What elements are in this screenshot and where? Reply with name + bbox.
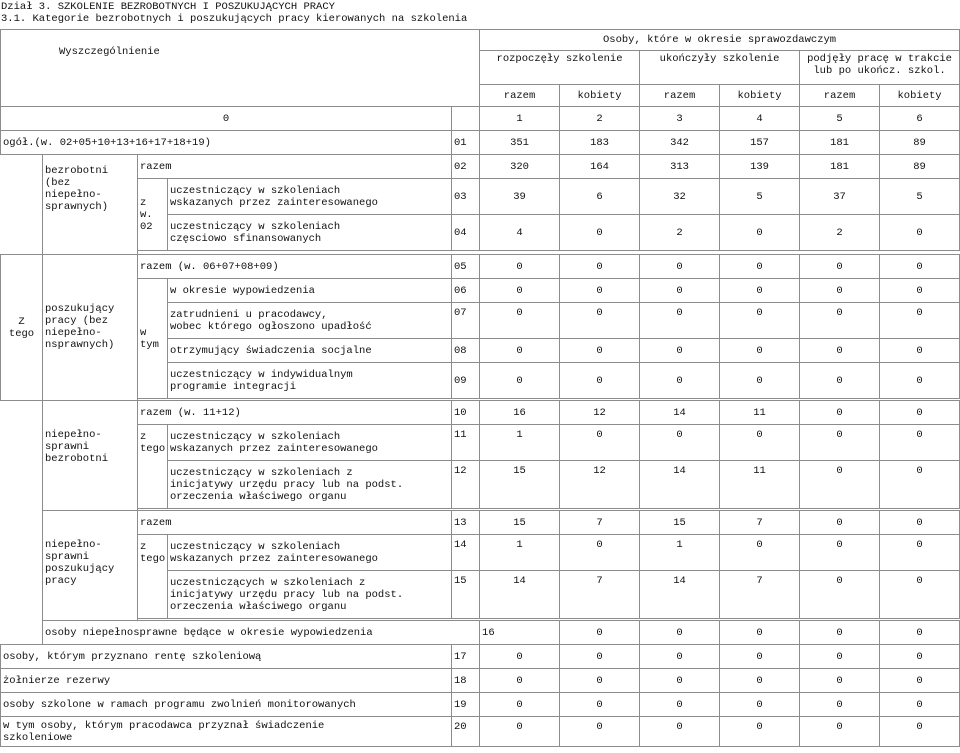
row-number: 18 [452, 669, 480, 693]
value-cell: 157 [720, 131, 800, 155]
value-cell: 0 [880, 571, 960, 619]
row-label: uczestniczący w szkoleniach częsciowo sfinansowanych [168, 215, 452, 251]
value-cell: 0 [800, 401, 880, 425]
value-cell: 0 [640, 339, 720, 363]
row-label: razem [138, 511, 452, 535]
value-cell: 6 [560, 179, 640, 215]
value-cell: 11 [720, 401, 800, 425]
value-cell: 0 [800, 255, 880, 279]
value-cell: 7 [560, 511, 640, 535]
header-razem-3: razem [800, 85, 880, 107]
table-row [1, 255, 960, 279]
table-row [1, 645, 960, 669]
row-label: w tym osoby, którym pracodawca przyznał świadczenie szkoleniowe [1, 717, 452, 747]
value-cell: 0 [560, 693, 640, 717]
value-cell: 2 [640, 215, 720, 251]
value-cell: 351 [480, 131, 560, 155]
value-cell: 0 [800, 717, 880, 747]
header-osoby: Osoby, które w okresie sprawozdawczym [480, 30, 960, 51]
value-cell: 0 [720, 425, 800, 461]
value-cell: 181 [800, 155, 880, 179]
header-kobiety-1: kobiety [560, 85, 640, 107]
value-cell: 0 [800, 621, 880, 645]
value-cell: 1 [480, 535, 560, 571]
value-cell: 12 [560, 401, 640, 425]
value-cell: 0 [880, 363, 960, 399]
col-number-1: 1 [480, 107, 560, 131]
value-cell: 0 [800, 279, 880, 303]
z-tego-label: z tego [138, 535, 168, 619]
value-cell: 0 [640, 693, 720, 717]
row-number: 06 [452, 279, 480, 303]
value-cell: 15 [640, 511, 720, 535]
row-number: 14 [452, 535, 480, 571]
row-number: 09 [452, 363, 480, 399]
row-number: 15 [452, 571, 480, 619]
group-np-bezrobotni: niepełno- sprawni bezrobotni [43, 401, 138, 511]
value-cell: 0 [640, 669, 720, 693]
table-row [1, 669, 960, 693]
value-cell: 0 [480, 339, 560, 363]
value-cell: 0 [480, 645, 560, 669]
value-cell: 0 [800, 339, 880, 363]
table-title: 3.1. Kategorie bezrobotnych i poszukujących pracy kierowanych na szkolenia [1, 13, 468, 25]
group-bezrobotni: bezrobotni (bez niepełno- sprawnych) [43, 155, 138, 255]
value-cell: 37 [800, 179, 880, 215]
table-row [1, 511, 960, 535]
value-cell: 0 [880, 255, 960, 279]
value-cell: 313 [640, 155, 720, 179]
z-w-02-label: z w. 02 [138, 179, 168, 251]
col-number-5: 5 [800, 107, 880, 131]
value-cell: 89 [880, 155, 960, 179]
value-cell: 0 [800, 693, 880, 717]
value-cell: 183 [560, 131, 640, 155]
value-cell: 0 [720, 669, 800, 693]
value-cell: 0 [880, 535, 960, 571]
value-cell: 0 [800, 511, 880, 535]
value-cell: 0 [800, 303, 880, 339]
value-cell: 1 [640, 535, 720, 571]
row-number: 10 [452, 401, 480, 425]
value-cell: 0 [480, 363, 560, 399]
value-cell: 0 [640, 621, 720, 645]
table-row [1, 693, 960, 717]
row-number: 13 [452, 511, 480, 535]
row-label: uczestniczący w indywidualnym programie integracji [168, 363, 452, 399]
row-number: 05 [452, 255, 480, 279]
value-cell: 0 [720, 645, 800, 669]
value-cell: 0 [640, 645, 720, 669]
row-label: zatrudnieni u pracodawcy, wobec którego ogłoszono upadłość [168, 303, 452, 339]
value-cell: 0 [880, 401, 960, 425]
value-cell: 0 [640, 717, 720, 747]
value-cell: 32 [640, 179, 720, 215]
value-cell: 0 [880, 215, 960, 251]
value-cell: 5 [880, 179, 960, 215]
row-number: 08 [452, 339, 480, 363]
value-cell: 0 [880, 669, 960, 693]
group-poszukujacy: poszukujący pracy (bez niepełno- nsprawnych) [43, 255, 138, 401]
z-tego-label: z tego [138, 425, 168, 509]
row-label: w okresie wypowiedzenia [168, 279, 452, 303]
value-cell: 0 [560, 279, 640, 303]
row-number: 07 [452, 303, 480, 339]
header-podjely: podjęły pracę w trakcie lub po ukończ. szkol. [800, 51, 960, 85]
row-number: 01 [452, 131, 480, 155]
value-cell: 0 [720, 279, 800, 303]
value-cell: 0 [880, 303, 960, 339]
value-cell: 181 [800, 131, 880, 155]
header-wyszczegolnienie: Wyszczególnienie [1, 30, 480, 107]
value-cell: 0 [560, 339, 640, 363]
value-cell: 7 [560, 571, 640, 619]
header-razem-1: razem [480, 85, 560, 107]
value-cell: 0 [720, 621, 800, 645]
value-cell: 0 [880, 339, 960, 363]
value-cell: 0 [480, 279, 560, 303]
value-cell: 16 [480, 401, 560, 425]
value-cell: 0 [880, 717, 960, 747]
value-cell: 0 [880, 425, 960, 461]
value-cell: 0 [800, 363, 880, 399]
value-cell: 89 [880, 131, 960, 155]
value-cell: 5 [720, 179, 800, 215]
table-row [1, 717, 960, 747]
row-number: 17 [452, 645, 480, 669]
header-ukonczyly: ukończyły szkolenie [640, 51, 800, 85]
value-cell: 342 [640, 131, 720, 155]
value-cell: 0 [880, 693, 960, 717]
row-number: 19 [452, 693, 480, 717]
table-row [1, 279, 960, 303]
value-cell: 14 [640, 571, 720, 619]
table-row [1, 621, 960, 645]
table-row [1, 535, 960, 571]
table-row [1, 425, 960, 461]
value-cell: 0 [560, 717, 640, 747]
row-label: otrzymujący świadczenia socjalne [168, 339, 452, 363]
value-cell: 12 [560, 461, 640, 509]
row-label: razem (w. 06+07+08+09) [138, 255, 452, 279]
z-tego-label: Z tego [1, 255, 43, 401]
value-cell: 0 [880, 279, 960, 303]
header-razem-2: razem [640, 85, 720, 107]
row-label: uczestniczących w szkoleniach z inicjatywy urzędu pracy lub na podst. orzeczenia właściwego organu [168, 571, 452, 619]
value-cell: 0 [560, 535, 640, 571]
header-kobiety-2: kobiety [720, 85, 800, 107]
value-cell: 0 [880, 461, 960, 509]
header-kobiety-3: kobiety [880, 85, 960, 107]
value-cell: 0 [640, 255, 720, 279]
row-number: 12 [452, 461, 480, 509]
value-cell: 0 [560, 425, 640, 461]
row-number: 02 [452, 155, 480, 179]
value-cell: 0 [640, 303, 720, 339]
value-cell: 4 [480, 215, 560, 251]
value-cell: 0 [560, 303, 640, 339]
value-cell: 0 [800, 645, 880, 669]
value-cell: 0 [880, 511, 960, 535]
row-number: 03 [452, 179, 480, 215]
w-tym-label: w tym [138, 279, 168, 399]
value-cell: 0 [720, 535, 800, 571]
value-cell: 0 [480, 255, 560, 279]
row-label: uczestniczący w szkoleniach wskazanych przez zainteresowanego [168, 425, 452, 461]
value-cell: 0 [800, 425, 880, 461]
value-cell: 0 [720, 215, 800, 251]
value-cell: 0 [720, 255, 800, 279]
value-cell: 0 [640, 279, 720, 303]
value-cell: 0 [720, 693, 800, 717]
value-cell: 0 [880, 645, 960, 669]
table-row [1, 131, 960, 155]
value-cell: 0 [480, 669, 560, 693]
value-cell: 14 [480, 571, 560, 619]
value-cell: 39 [480, 179, 560, 215]
row-number: 04 [452, 215, 480, 251]
header-rozpoczely: rozpoczęły szkolenie [480, 51, 640, 85]
value-cell: 14 [640, 401, 720, 425]
row-label: razem (w. 11+12) [138, 401, 452, 425]
value-cell: 15 [480, 511, 560, 535]
value-cell: 0 [720, 717, 800, 747]
value-cell: 164 [560, 155, 640, 179]
value-cell: 0 [640, 425, 720, 461]
value-cell: 7 [720, 511, 800, 535]
value-cell: 1 [480, 425, 560, 461]
value-cell: 2 [800, 215, 880, 251]
col-number-3: 3 [640, 107, 720, 131]
value-cell: 14 [640, 461, 720, 509]
row-number: 11 [452, 425, 480, 461]
row-label: uczestniczący w szkoleniach z inicjatywy urzędu pracy lub na podst. orzeczenia właściwego organu [168, 461, 452, 509]
value-cell: 0 [720, 303, 800, 339]
table-row [1, 401, 960, 425]
row-label: żołnierze rezerwy [1, 669, 452, 693]
value-cell: 0 [560, 363, 640, 399]
value-cell: 0 [480, 717, 560, 747]
value-cell: 320 [480, 155, 560, 179]
training-categories-table [0, 29, 960, 747]
value-cell: 0 [560, 621, 640, 645]
value-cell: 0 [480, 693, 560, 717]
value-cell: 0 [560, 669, 640, 693]
value-cell: 0 [800, 535, 880, 571]
table-row [1, 155, 960, 179]
value-cell: 11 [720, 461, 800, 509]
section-title: Dział 3. SZKOLENIE BEZROBOTNYCH I POSZUKUJĄCYCH PRACY [1, 1, 335, 13]
row-label: uczestniczący w szkoleniach wskazanych przez zainteresowanego [168, 535, 452, 571]
value-cell: 0 [800, 571, 880, 619]
value-cell: 0 [720, 363, 800, 399]
value-cell: 0 [720, 339, 800, 363]
row-label: osoby, którym przyznano rentę szkoleniową [1, 645, 452, 669]
row-label: uczestniczący w szkoleniach wskazanych przez zainteresowanego [168, 179, 452, 215]
row-label: osoby niepełnosprawne będące w okresie wypowiedzenia [43, 621, 480, 645]
value-cell: 0 [800, 669, 880, 693]
value-cell: 0 [560, 645, 640, 669]
row-label: razem [138, 155, 452, 179]
group-np-poszukujacy: niepełno- sprawni poszukujący pracy [43, 511, 138, 621]
table-row [1, 179, 960, 215]
value-cell: 0 [480, 303, 560, 339]
value-cell: 0 [560, 255, 640, 279]
row-label: osoby szkolone w ramach programu zwolnień monitorowanych [1, 693, 452, 717]
col-number-4: 4 [720, 107, 800, 131]
col-number-2: 2 [560, 107, 640, 131]
value-cell: 7 [720, 571, 800, 619]
value-cell: 0 [560, 215, 640, 251]
col-number-6: 6 [880, 107, 960, 131]
value-cell: 0 [640, 363, 720, 399]
value-cell: 15 [480, 461, 560, 509]
value-cell: 139 [720, 155, 800, 179]
row-number: 16 [480, 621, 560, 645]
value-cell: 0 [880, 621, 960, 645]
value-cell: 0 [800, 461, 880, 509]
row-number: 20 [452, 717, 480, 747]
col-number-0: 0 [1, 107, 452, 131]
row-label: ogół.(w. 02+05+10+13+16+17+18+19) [1, 131, 452, 155]
